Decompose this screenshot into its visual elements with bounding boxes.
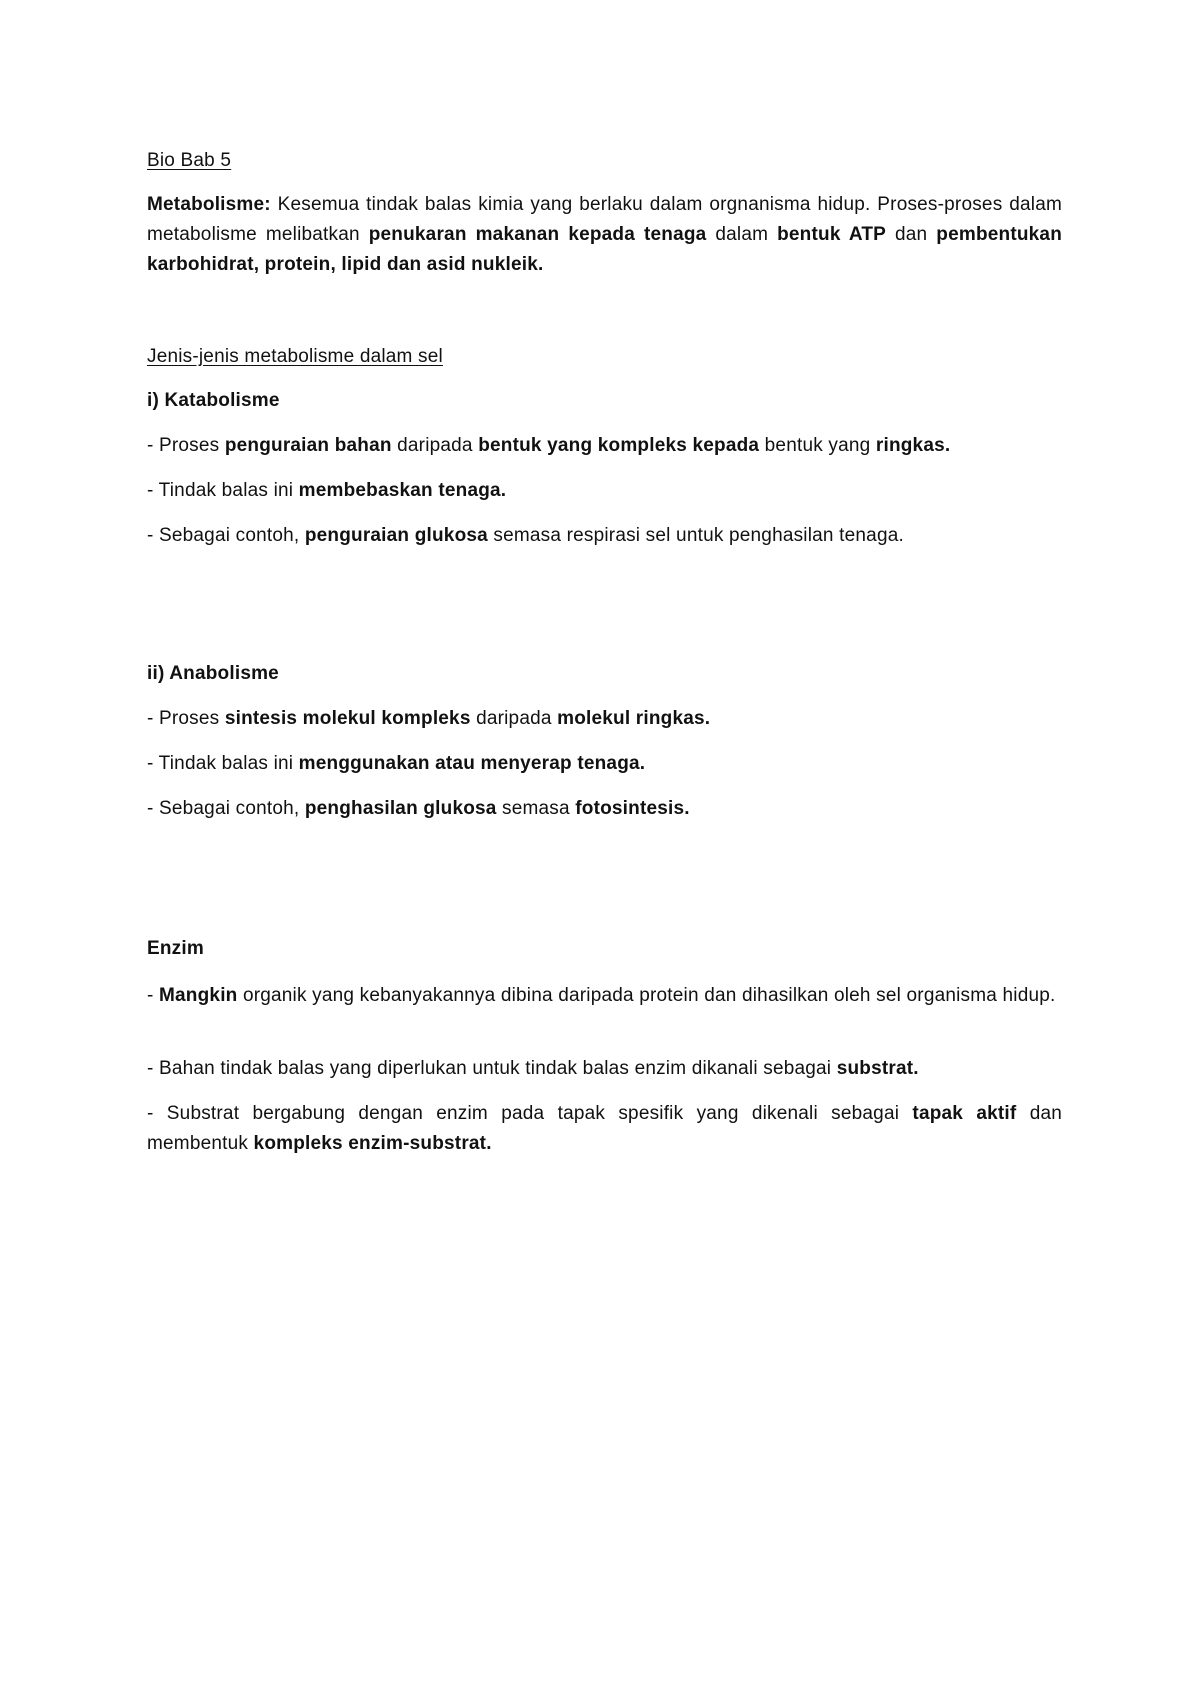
- metabolisme-definition: Metabolisme: Kesemua tindak balas kimia yang berlaku dalam orgnanisma hidup. Proses-proses dalam metabolisme melibatkan penukaran makanan kepada tenaga dalam bentuk ATP dan pembentukan karbohidrat, protein, lipid dan asid nukleik.: [147, 194, 1062, 275]
- katabolisme-heading: i) Katabolisme: [147, 390, 280, 411]
- document-title: Bio Bab 5: [147, 150, 232, 171]
- anabolisme-point-1: - Proses sintesis molekul kompleks daripada molekul ringkas.: [147, 708, 711, 729]
- enzim-point-2: - Bahan tindak balas yang diperlukan untuk tindak balas enzim dikanali sebagai substrat.: [147, 1058, 919, 1079]
- katabolisme-point-3: - Sebagai contoh, penguraian glukosa semasa respirasi sel untuk penghasilan tenaga.: [147, 525, 904, 546]
- document-page: [147, 0, 1062, 1698]
- enzim-point-3: - Substrat bergabung dengan enzim pada tapak spesifik yang dikenali sebagai tapak aktif dan membentuk kompleks enzim-substrat.: [147, 1103, 1062, 1154]
- enzim-point-1: - Mangkin organik yang kebanyakannya dibina daripada protein dan dihasilkan oleh sel organisma hidup.: [147, 985, 1056, 1006]
- katabolisme-point-1: - Proses penguraian bahan daripada bentuk yang kompleks kepada bentuk yang ringkas.: [147, 435, 951, 456]
- enzim-heading: Enzim: [147, 938, 204, 959]
- metabolisme-term: Metabolisme:: [147, 194, 271, 215]
- anabolisme-point-3: - Sebagai contoh, penghasilan glukosa semasa fotosintesis.: [147, 798, 690, 819]
- anabolisme-point-2: - Tindak balas ini menggunakan atau menyerap tenaga.: [147, 753, 646, 774]
- jenis-metabolisme-heading: Jenis-jenis metabolisme dalam sel: [147, 346, 443, 367]
- anabolisme-heading: ii) Anabolisme: [147, 663, 279, 684]
- katabolisme-point-2: - Tindak balas ini membebaskan tenaga.: [147, 480, 507, 501]
